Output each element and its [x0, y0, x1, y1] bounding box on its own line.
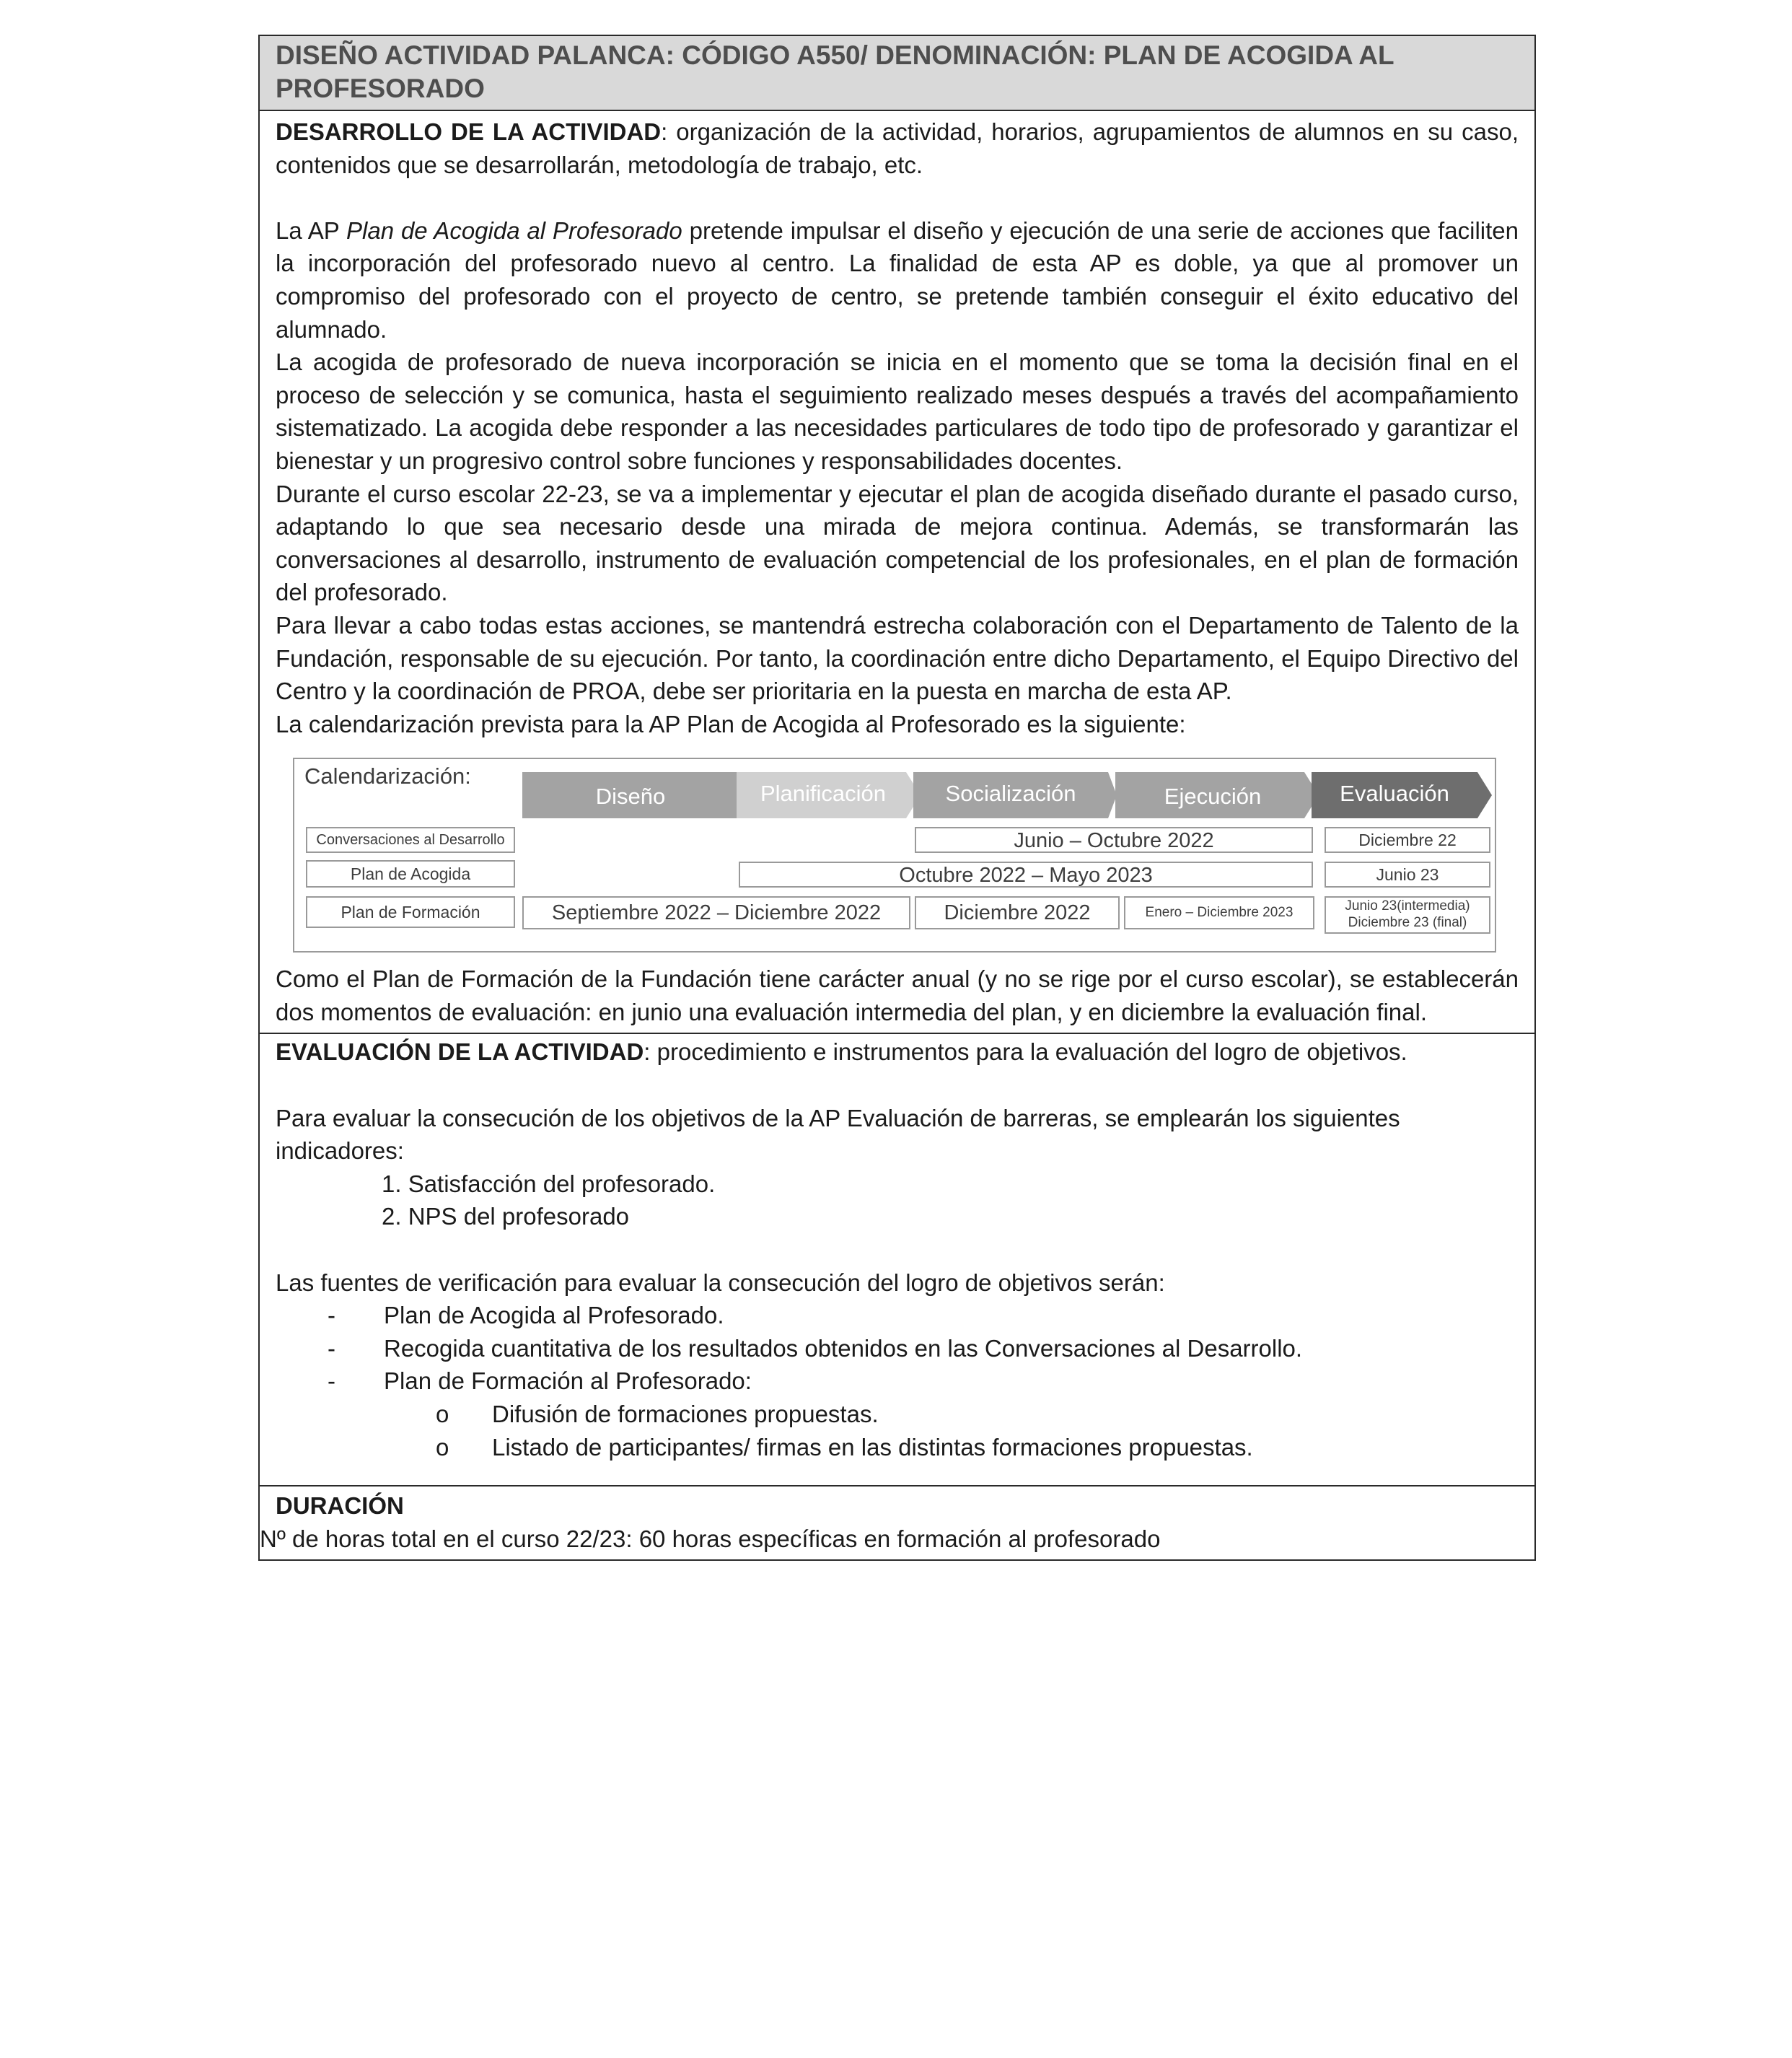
source-item	[276, 1365, 1519, 1398]
formacion-evaluacion	[1325, 896, 1490, 934]
phase-label-ejecucion: Ejecución	[1164, 784, 1262, 810]
formacion-socializacion: Diciembre 2022	[915, 896, 1120, 929]
formacion-diseno: Septiembre 2022 – Diciembre 2022	[522, 896, 910, 929]
phase-label-evaluacion: Evaluación	[1340, 781, 1449, 807]
p1-pre: La AP	[276, 216, 347, 244]
desarrollo-intro	[276, 115, 1519, 181]
evaluacion-intro-text: : procedimiento e instrumentos para la evaluación del logro de objetivos.	[644, 1038, 1407, 1066]
desarrollo-paragraph-5: La calendarización prevista para la AP Plan de Acogida al Profesorado es la siguiente:	[276, 710, 1186, 737]
desarrollo-paragraph-1	[276, 214, 1519, 346]
indicator-list	[276, 1168, 1519, 1233]
subsource-item	[276, 1398, 1519, 1431]
source-item	[276, 1299, 1519, 1332]
duracion-text: Nº de horas total en el curso 22/23: 60 horas específicas en formación al profesorado	[260, 1525, 1161, 1552]
source-text: Plan de Acogida al Profesorado.	[384, 1302, 724, 1329]
subsource-item	[276, 1431, 1519, 1464]
desarrollo-label: DESARROLLO DE LA ACTIVIDAD	[276, 118, 662, 145]
duracion-label-line	[276, 1489, 1519, 1523]
source-item	[276, 1332, 1519, 1365]
phase-label-planificacion: Planificación	[760, 781, 887, 807]
acogida-eval: Junio 23	[1325, 862, 1490, 888]
desarrollo-section	[258, 111, 1536, 1034]
evaluacion-paragraph-2: Las fuentes de verificación para evaluar la consecución del logro de objetivos serán:	[276, 1269, 1165, 1296]
duracion-section	[258, 1486, 1536, 1561]
desarrollo-paragraph-2: La acogida de profesorado de nueva incorporación se inicia en el momento que se toma la decisión final en el proceso de selección y se comunica, hasta el seguimiento realizado meses después a través del acompañamiento sistematizado. La acogida debe responder a las necesidades particulares de todo tipo de profesorado y garantizar el bienestar y un progresivo control sobre funciones y responsabilidades docentes.	[276, 349, 1519, 474]
row-label-acogida: Plan de Acogida	[306, 860, 515, 888]
desarrollo-paragraph-6: Como el Plan de Formación de la Fundación tiene carácter anual (y no se rige por el curso escolar), se establecerán dos momentos de evaluación: en junio una evaluación intermedia del plan, y en diciembre la evaluación final.	[276, 965, 1519, 1025]
subsources-list	[276, 1398, 1519, 1463]
dash-marker: -	[328, 1334, 335, 1362]
evaluacion-section	[258, 1034, 1536, 1486]
indicator-item: 2. NPS del profesorado	[382, 1203, 630, 1230]
subsource-text: Difusión de formaciones propuestas.	[492, 1401, 879, 1427]
source-text: Recogida cuantitativa de los resultados obtenidos en las Conversaciones al Desarrollo.	[384, 1334, 1303, 1362]
evaluacion-paragraph-1: Para evaluar la consecución de los objetivos de la AP Evaluación de barreras, se emplearán los siguientes indicadores:	[276, 1104, 1400, 1165]
row-label-conversaciones: Conversaciones al Desarrollo	[306, 827, 515, 853]
circle-marker: o	[436, 1401, 449, 1427]
phase-label-socializacion: Socialización	[945, 781, 1076, 807]
title-line-2: PROFESORADO	[276, 74, 485, 103]
evaluacion-intro	[276, 1035, 1519, 1069]
p1-italic: Plan de Acogida al Profesorado	[346, 216, 682, 244]
calendar-title: Calendarización:	[304, 763, 471, 789]
formacion-ejecucion: Enero – Diciembre 2023	[1124, 896, 1314, 929]
desarrollo-intro-text: : organización de la actividad, horarios, agrupamientos de alumnos en su caso, contenidos que se desarrollarán, metodología de trabajo, etc.	[276, 118, 1519, 178]
header-row	[258, 35, 1536, 111]
indicator-item: 1. Satisfacción del profesorado.	[382, 1170, 716, 1197]
source-text: Plan de Formación al Profesorado:	[384, 1367, 752, 1395]
conv-period: Junio – Octubre 2022	[915, 827, 1313, 853]
document	[258, 35, 1536, 1561]
desarrollo-paragraph-3: Durante el curso escolar 22-23, se va a implementar y ejecutar el plan de acogida diseñado durante el pasado curso, adaptando lo que sea necesario desde una mirada de mejora continua. Además, se transformarán las conversaciones al desarrollo, instrumento de evaluación competencial de los profesionales, en el plan de formación del profesorado.	[276, 480, 1519, 606]
calendar-figure	[293, 758, 1496, 953]
conv-eval: Diciembre 22	[1325, 827, 1490, 853]
dash-marker: -	[328, 1302, 335, 1329]
phase-label-diseno: Diseño	[595, 784, 666, 810]
p1-post: pretende impulsar el diseño y ejecución de una serie de acciones que faciliten la incorporación del profesorado nuevo al centro. La finalidad de esta AP es doble, ya que al promover un compromiso del profesorado con el proyecto de centro, se pretende también conseguir el éxito educativo del alumnado.	[276, 216, 1519, 343]
formacion-eval-intermedia: Junio 23(intermedia)	[1345, 898, 1470, 914]
dash-marker: -	[328, 1367, 335, 1395]
acogida-period: Octubre 2022 – Mayo 2023	[739, 862, 1313, 888]
sources-list	[276, 1299, 1519, 1398]
formacion-eval-final: Diciembre 23 (final)	[1348, 915, 1467, 931]
duracion-label: DURACIÓN	[276, 1492, 404, 1520]
row-label-formacion: Plan de Formación	[306, 896, 515, 928]
title-line-1: DISEÑO ACTIVIDAD PALANCA: CÓDIGO A550/ DENOMINACIÓN: PLAN DE ACOGIDA AL	[276, 40, 1394, 70]
page-title	[276, 39, 1519, 105]
subsource-text: Listado de participantes/ firmas en las distintas formaciones propuestas.	[492, 1433, 1253, 1461]
evaluacion-label: EVALUACIÓN DE LA ACTIVIDAD	[276, 1038, 644, 1066]
desarrollo-paragraph-4: Para llevar a cabo todas estas acciones, se mantendrá estrecha colaboración con el Departamento de Talento de la Fundación, responsable de su ejecución. Por tanto, la coordinación entre dicho Departamento, el Equipo Directivo del Centro y la coordinación de PROA, debe ser prioritaria en la puesta en marcha de esta AP.	[276, 611, 1519, 705]
circle-marker: o	[436, 1433, 449, 1461]
